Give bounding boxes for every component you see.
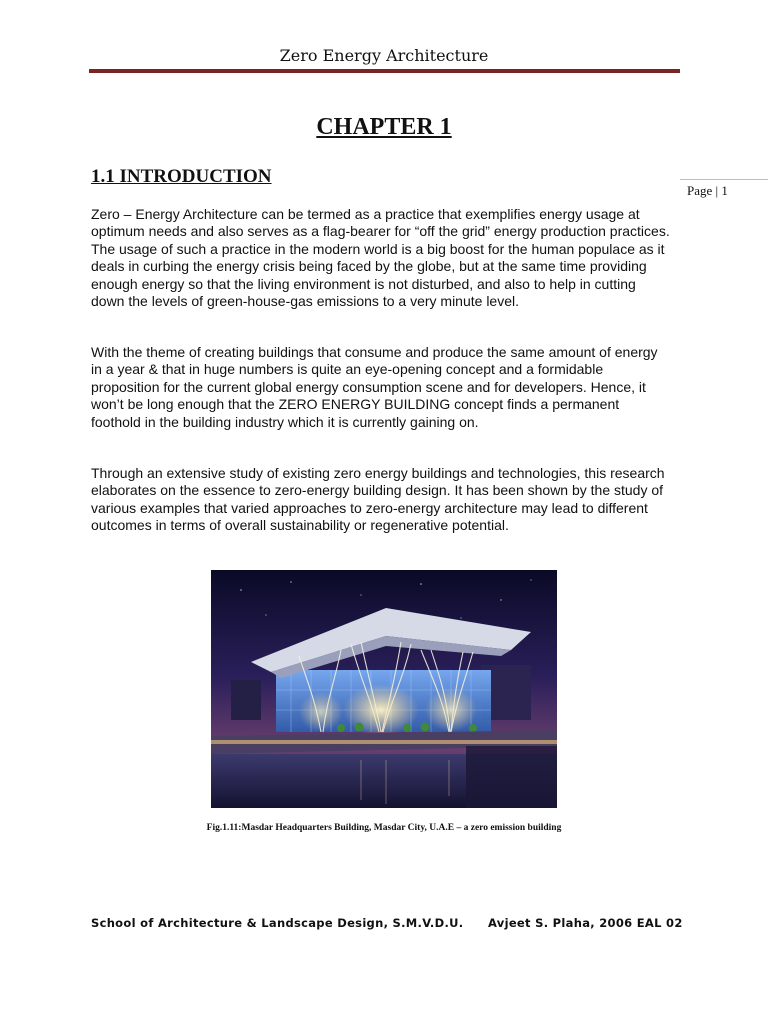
header-divider bbox=[89, 69, 680, 73]
intro-paragraph-1: Zero – Energy Architecture can be termed as a practice that exemplifies energy usage at optimum needs and also serves as a flag-bearer for “off the grid” energy production practices. The usage of such a practice in the modern world is a big boost for the human populace as it deals in curbing the energy crisis being faced by the globe, but at the same time providing enough energy so that the living environment is not disturbed, and also to help in cutting down the levels of green-house-gas emissions to a very minute level. bbox=[91, 206, 670, 310]
figure-caption: Fig.1.11:Masdar Headquarters Building, Masdar City, U.A.E – a zero emission building bbox=[206, 823, 562, 833]
intro-paragraph-3: Through an extensive study of existing zero energy buildings and technologies, this research elaborates on the essence to zero-energy building design. It has been shown by the study of various examples that varied approaches to zero-energy architecture may lead to different outcomes in terms of overall sustainability or regenerative potential. bbox=[91, 465, 665, 534]
page-number: Page | 1 bbox=[687, 183, 728, 198]
page-number-box bbox=[680, 179, 768, 200]
footer-school: School of Architecture & Landscape Design, S.M.V.D.U. bbox=[91, 916, 464, 930]
chapter-heading: CHAPTER 1 bbox=[316, 114, 452, 140]
document-header-title: Zero Energy Architecture bbox=[279, 46, 489, 65]
masdar-building-photo bbox=[211, 570, 557, 808]
intro-paragraph-2: With the theme of creating buildings that consume and produce the same amount of energy in a year & that in huge numbers is quite an eye-opening concept and a formidable proposition for the current global energy consumption scene and for developers. Hence, it won’t be long enough that the ZERO ENERGY BUILDING concept finds a permanent foothold in the building industry which it is currently gaining on. bbox=[91, 344, 658, 430]
footer-author: Avjeet S. Plaha, 2006 EAL 02 bbox=[488, 916, 683, 930]
section-heading: 1.1 INTRODUCTION bbox=[91, 166, 272, 187]
